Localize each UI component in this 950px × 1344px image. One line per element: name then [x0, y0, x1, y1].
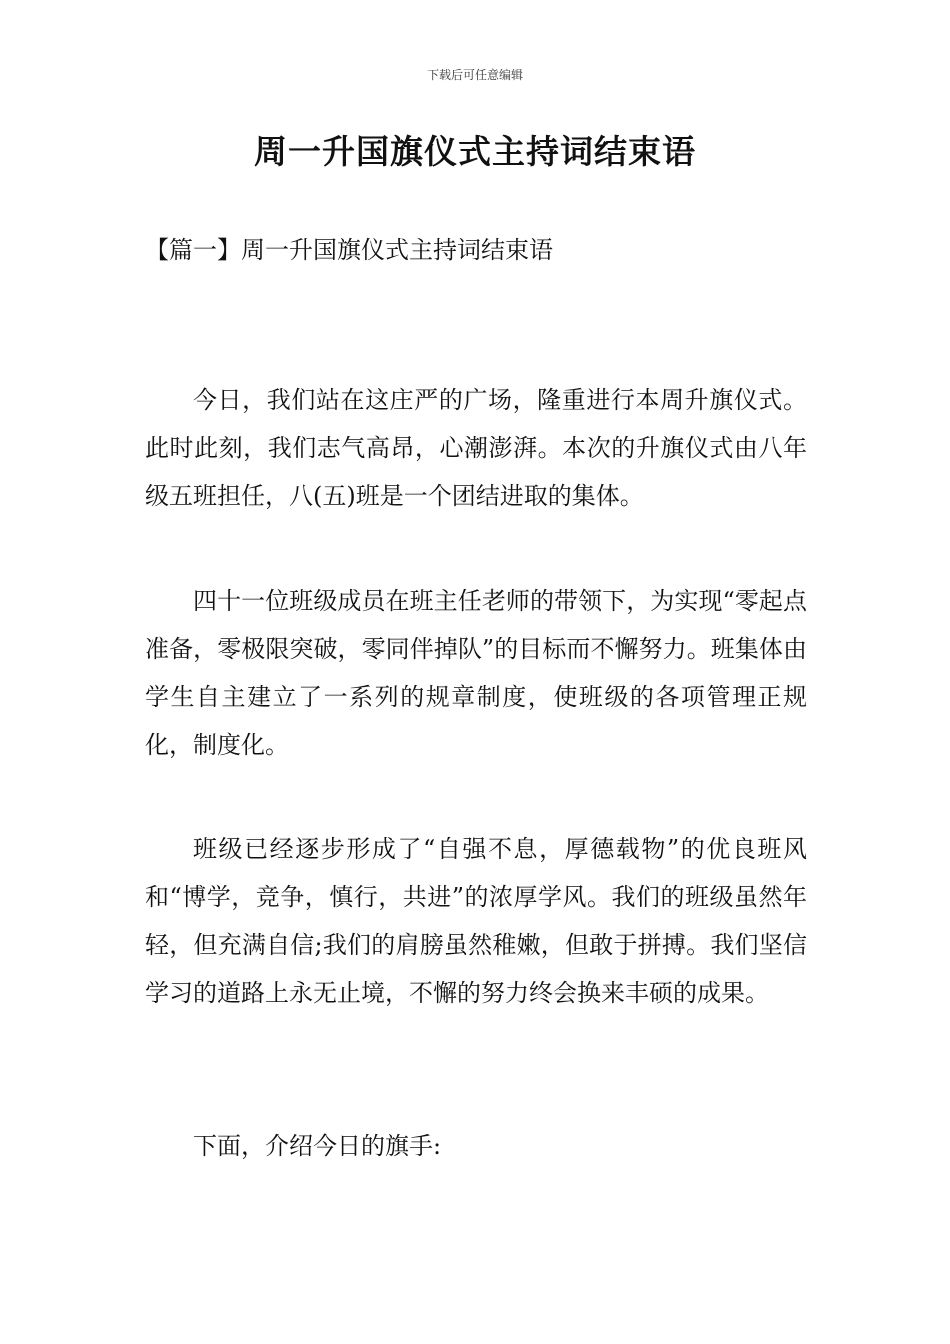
paragraph-4: 下面，介绍今日的旗手:: [193, 1132, 442, 1160]
header-note: 下载后可任意编辑: [426, 68, 523, 82]
paragraph-2: 四十一位班级成员在班主任老师的带领下，为实现“零起点准备，零极限突破，零同伴掉队”的目标而不懈努力。班集体由学生自主建立了一系列的规章制度，使班级的各项管理正规化，制度化。: [145, 587, 807, 759]
document-title: 周一升国旗仪式主持词结束语: [254, 132, 696, 171]
section-heading: 【篇一】周一升国旗仪式主持词结束语: [145, 236, 553, 264]
paragraph-3: 班级已经逐步形成了“自强不息，厚德载物”的优良班风和“博学，竞争，慎行，共进”的浓厚学风。我们的班级虽然年轻，但充满自信;我们的肩膀虽然稚嫩，但敢于拼搏。我们坚信学习的道路上永无止境，不懈的努力终会换来丰硕的成果。: [145, 835, 807, 1007]
paragraph-1: 今日，我们站在这庄严的广场，隆重进行本周升旗仪式。此时此刻，我们志气高昂，心潮澎湃。本次的升旗仪式由八年级五班担任，八(五)班是一个团结进取的集体。: [145, 386, 807, 510]
